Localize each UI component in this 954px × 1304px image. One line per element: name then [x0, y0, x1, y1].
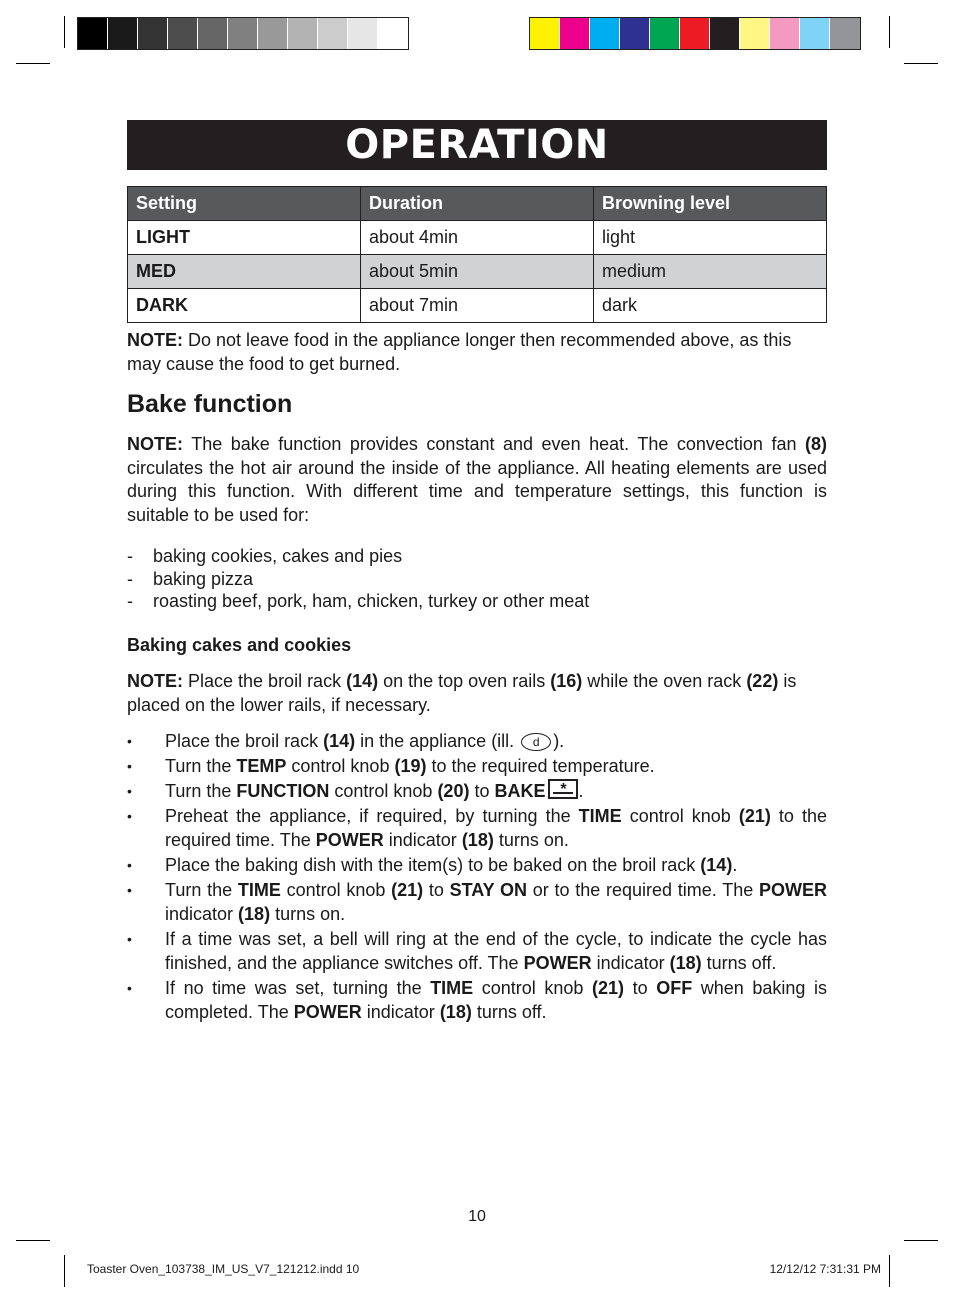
step-text: .	[732, 855, 738, 875]
step-text: indicator	[383, 830, 462, 850]
step-text: Preheat the appliance, if required, by turning the	[165, 806, 579, 826]
note-text: Do not leave food in the appliance longer then recommended above, as this may cause the food to get burned.	[127, 330, 792, 374]
list-item	[127, 804, 827, 852]
control-name: POWER	[293, 1002, 362, 1022]
step-text: control knob	[280, 880, 392, 900]
step-text: control knob	[329, 781, 438, 801]
control-name: POWER	[758, 880, 827, 900]
color-swatch	[680, 18, 710, 49]
table-header-row	[128, 187, 827, 221]
control-name: POWER	[315, 830, 384, 850]
bake-uses-list	[127, 545, 827, 613]
part-reference: (16)	[550, 671, 583, 691]
color-swatch	[740, 18, 770, 49]
part-reference: (21)	[592, 978, 625, 998]
step-text: to	[624, 978, 657, 998]
step-text: indicator	[591, 953, 670, 973]
part-reference: (22)	[746, 671, 779, 691]
step-text: to	[469, 781, 495, 801]
table-row	[128, 255, 827, 289]
note-bake-function	[127, 433, 827, 527]
crop-mark	[64, 1255, 65, 1287]
part-reference: (21)	[391, 880, 424, 900]
note-burn-warning	[127, 329, 827, 376]
color-swatch	[710, 18, 740, 49]
column-header: Browning level	[594, 187, 827, 221]
step-text: when baking is completed. The	[165, 978, 828, 1022]
color-swatch	[78, 18, 108, 49]
color-swatch	[590, 18, 620, 49]
note-rack-placement	[127, 670, 827, 717]
part-reference: (8)	[805, 434, 827, 454]
step-text: Place the broil rack	[165, 731, 324, 751]
control-name: OFF	[656, 978, 693, 998]
grayscale-color-bar	[77, 17, 409, 50]
list-item: - roasting beef, pork, ham, chicken, turkey or other meat	[127, 590, 827, 613]
crop-mark	[16, 63, 50, 64]
step-text: control knob	[473, 978, 592, 998]
part-reference: (18)	[238, 904, 271, 924]
table-cell: light	[594, 221, 827, 255]
list-item	[127, 754, 827, 778]
color-swatch	[318, 18, 348, 49]
table-row	[128, 221, 827, 255]
note-label: NOTE:	[127, 330, 183, 350]
toast-settings-table	[127, 186, 827, 323]
crop-mark	[64, 16, 65, 48]
illustration-reference-icon: d	[521, 733, 551, 751]
color-swatch	[560, 18, 590, 49]
note-label: NOTE:	[127, 671, 183, 691]
step-text: to the required temperature.	[426, 756, 655, 776]
part-reference: (14)	[700, 855, 733, 875]
column-header: Setting	[128, 187, 361, 221]
color-swatch	[258, 18, 288, 49]
control-name: TIME	[430, 978, 474, 998]
table-cell: LIGHT	[128, 221, 361, 255]
part-reference: (14)	[323, 731, 356, 751]
note-text: on the top oven rails	[378, 671, 551, 691]
part-reference: (18)	[461, 830, 494, 850]
list-item: - baking cookies, cakes and pies	[127, 545, 827, 568]
baking-steps-list	[127, 729, 827, 1025]
color-swatch	[650, 18, 680, 49]
color-swatch	[108, 18, 138, 49]
step-text: turns off.	[701, 953, 777, 973]
step-text: Turn the	[165, 781, 237, 801]
control-name: TIME	[237, 880, 281, 900]
control-name: TIME	[578, 806, 622, 826]
footer-timestamp: 12/12/12 7:31:31 PM	[769, 1262, 881, 1276]
table-cell: about 7min	[361, 289, 594, 323]
list-item	[127, 976, 827, 1024]
crop-mark	[889, 16, 890, 48]
note-text: The bake function provides constant and even heat. The convection fan	[183, 434, 805, 454]
note-text: while the oven rack	[582, 671, 747, 691]
column-header: Duration	[361, 187, 594, 221]
note-label: NOTE:	[127, 434, 183, 454]
step-text: control knob	[286, 756, 395, 776]
crop-mark	[904, 1240, 938, 1241]
footer-file-info: Toaster Oven_103738_IM_US_V7_121212.indd 10	[87, 1262, 360, 1276]
step-text: to	[423, 880, 450, 900]
control-name: POWER	[523, 953, 592, 973]
color-swatch	[348, 18, 378, 49]
section-heading: Bake function	[127, 390, 293, 418]
step-text: If a time was set, a bell will ring at the end of the cycle, to indicate the cycle has finished, and the appliance switches off. The	[165, 929, 827, 973]
list-item	[127, 779, 827, 803]
list-item: - baking pizza	[127, 568, 827, 591]
list-item	[127, 878, 827, 926]
control-name: FUNCTION	[236, 781, 330, 801]
step-text: Place the baking dish with the item(s) to be baked on the broil rack	[165, 855, 701, 875]
step-text: ).	[553, 731, 565, 751]
step-text: control knob	[621, 806, 739, 826]
part-reference: (21)	[738, 806, 771, 826]
process-color-bar	[529, 17, 861, 50]
subsection-heading: Baking cakes and cookies	[127, 635, 352, 655]
step-text: to the required time. The	[165, 806, 828, 850]
part-reference: (18)	[439, 1002, 472, 1022]
control-name: TEMP	[236, 756, 287, 776]
control-name: BAKE	[494, 781, 546, 801]
step-text: turns on.	[493, 830, 569, 850]
step-text: .	[578, 781, 584, 801]
step-text: Turn the	[165, 756, 237, 776]
color-swatch	[168, 18, 198, 49]
page-number: 10	[468, 1208, 486, 1225]
step-text: indicator	[165, 904, 239, 924]
bake-icon	[548, 779, 578, 799]
note-text: circulates the hot air around the inside of the appliance. All heating elements are used during this function. With different time and temperature settings, this function is suitable to be used for:	[127, 457, 827, 525]
color-swatch	[288, 18, 318, 49]
step-text: or to the required time. The	[527, 880, 759, 900]
list-item	[127, 853, 827, 877]
table-cell: DARK	[128, 289, 361, 323]
part-reference: (18)	[669, 953, 702, 973]
table-cell: about 5min	[361, 255, 594, 289]
table-cell: about 4min	[361, 221, 594, 255]
part-reference: (14)	[346, 671, 379, 691]
step-text: in the appliance (ill.	[355, 731, 520, 751]
color-swatch	[620, 18, 650, 49]
page-title: OPERATION	[127, 120, 827, 170]
color-swatch	[800, 18, 830, 49]
color-swatch	[530, 18, 560, 49]
part-reference: (19)	[394, 756, 427, 776]
color-swatch	[830, 18, 860, 49]
color-swatch	[228, 18, 258, 49]
crop-mark	[889, 1255, 890, 1287]
table-cell: dark	[594, 289, 827, 323]
part-reference: (20)	[437, 781, 470, 801]
color-swatch	[138, 18, 168, 49]
list-item	[127, 927, 827, 975]
note-text: Place the broil rack	[183, 671, 347, 691]
list-item	[127, 729, 827, 753]
color-swatch	[198, 18, 228, 49]
step-text: If no time was set, turning the	[165, 978, 431, 998]
table-cell: medium	[594, 255, 827, 289]
step-text: turns on.	[270, 904, 346, 924]
step-text: Turn the	[165, 880, 238, 900]
crop-mark	[16, 1240, 50, 1241]
table-row	[128, 289, 827, 323]
note-text: is placed on the lower rails, if necessary.	[127, 671, 797, 715]
color-swatch	[378, 18, 408, 49]
table-cell: MED	[128, 255, 361, 289]
color-swatch	[770, 18, 800, 49]
step-text: indicator	[361, 1002, 440, 1022]
step-text: turns off.	[471, 1002, 547, 1022]
control-name: STAY ON	[449, 880, 528, 900]
crop-mark	[904, 63, 938, 64]
